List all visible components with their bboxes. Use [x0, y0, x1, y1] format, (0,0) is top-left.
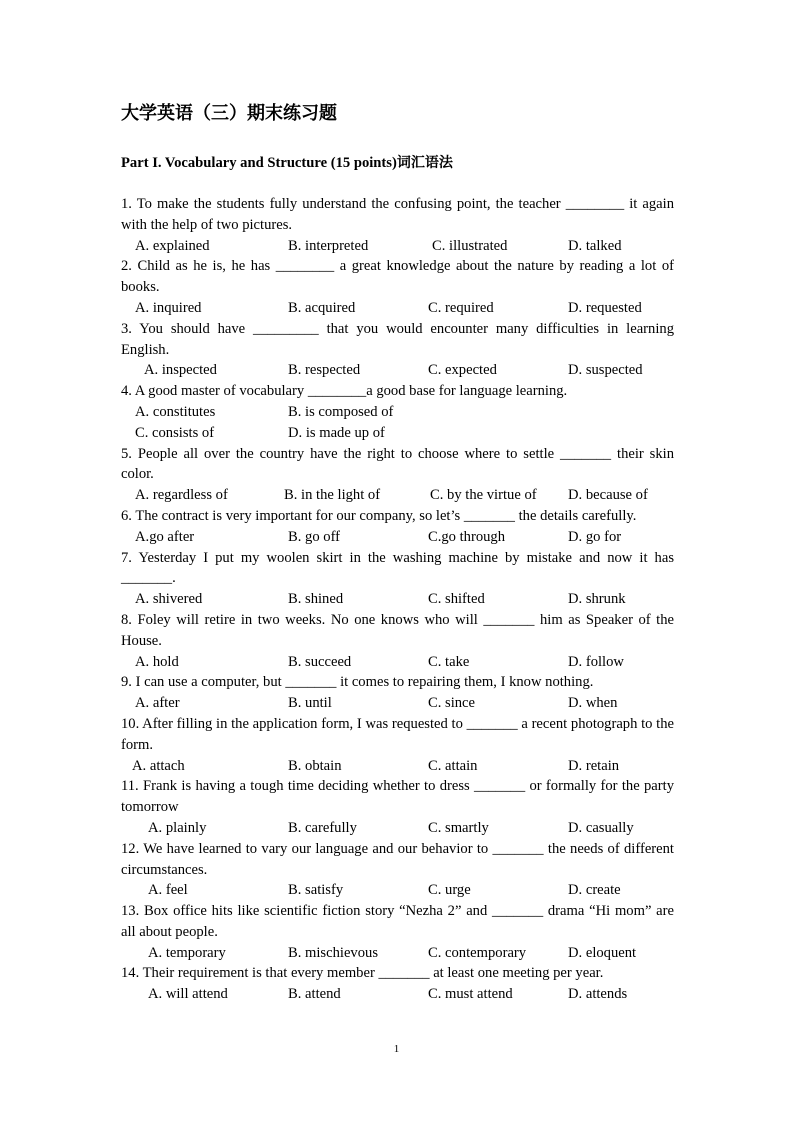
option-row — [121, 756, 674, 777]
question-list — [121, 194, 674, 1005]
option-a: A. constitutes — [135, 403, 216, 420]
option-c: C.go through — [428, 528, 506, 545]
option-d: D. follow — [568, 653, 624, 670]
option-b: B. respected — [288, 362, 361, 379]
question-text: 1. To make the students fully understand the confusing point, the teacher ________ it again with the help of two pictures. — [121, 196, 674, 233]
question-item — [121, 256, 674, 318]
option-b: B. until — [288, 695, 332, 712]
option-a: A. inquired — [135, 299, 202, 316]
option-row — [121, 402, 674, 423]
question-item — [121, 506, 674, 548]
part-heading-en: Part I. Vocabulary and Structure (15 points) — [121, 155, 397, 171]
option-row — [121, 527, 674, 548]
option-b: D. is made up of — [288, 424, 385, 441]
option-c: C. must attend — [428, 986, 513, 1003]
part-heading — [121, 152, 453, 172]
question-text: 13. Box office hits like scientific fiction story “Nezha 2” and _______ drama “Hi mom” are all about people. — [121, 903, 674, 940]
question-text: 11. Frank is having a tough time deciding whether to dress _______ or formally for the party tomorrow — [121, 778, 674, 816]
option-c: C. contemporary — [428, 944, 527, 961]
option-c: C. attain — [428, 757, 478, 774]
option-row — [121, 652, 674, 673]
option-a: A. inspected — [144, 362, 217, 379]
option-row — [121, 423, 674, 444]
option-d: D. create — [568, 882, 621, 899]
question-text: 6. The contract is very important for our company, so let’s _______ the details carefully. — [121, 507, 637, 524]
option-row — [121, 880, 674, 901]
option-b: B. is composed of — [288, 403, 394, 420]
option-b: B. satisfy — [288, 882, 344, 899]
option-a: A. regardless of — [135, 487, 228, 504]
option-b: B. acquired — [288, 299, 356, 316]
option-c: C. urge — [428, 882, 471, 899]
option-d: D. because of — [568, 487, 648, 504]
option-c: C. required — [428, 299, 494, 316]
question-item — [121, 839, 674, 901]
question-text: 14. Their requirement is that every member _______ at least one meeting per year. — [121, 965, 604, 982]
option-a: A.go after — [135, 528, 195, 545]
question-text: 9. I can use a computer, but _______ it comes to repairing them, I know nothing. — [121, 674, 594, 691]
option-d: D. retain — [568, 757, 620, 774]
option-c: C. by the virtue of — [430, 487, 537, 504]
option-row — [121, 984, 674, 1005]
option-a: A. temporary — [148, 944, 226, 961]
question-item — [121, 901, 674, 963]
option-c: C. take — [428, 653, 470, 670]
question-item — [121, 381, 674, 443]
question-text: 2. Child as he is, he has ________ a great knowledge about the nature by reading a lot of books. — [121, 258, 674, 296]
question-text: 10. After filling in the application form, I was requested to _______ a recent photograph to the form. — [121, 715, 674, 753]
question-item — [121, 610, 674, 672]
question-text: 3. You should have _________ that you would encounter many difficulties in learning English. — [121, 320, 674, 358]
option-d: D. when — [568, 695, 618, 712]
option-c: C. illustrated — [432, 237, 508, 254]
option-d: D. requested — [568, 299, 642, 316]
option-row — [121, 818, 674, 839]
option-row — [121, 360, 674, 381]
option-b: B. in the light of — [284, 487, 381, 504]
option-row — [121, 485, 674, 506]
question-item — [121, 672, 674, 714]
option-c: C. smartly — [428, 819, 489, 836]
option-b: B. carefully — [288, 819, 357, 836]
option-b: B. shined — [288, 591, 344, 608]
option-d: D. attends — [568, 986, 628, 1003]
option-d: D. casually — [568, 819, 634, 836]
question-item — [121, 963, 674, 1005]
question-item — [121, 548, 674, 610]
option-a: A. feel — [148, 882, 188, 899]
option-b: B. go off — [288, 528, 341, 545]
option-d: D. go for — [568, 528, 622, 545]
option-row — [121, 943, 674, 964]
option-a: A. shivered — [135, 591, 203, 608]
question-text: 5. People all over the country have the right to choose where to settle _______ their skin color. — [121, 445, 674, 483]
option-c: C. shifted — [428, 591, 485, 608]
option-a: C. consists of — [135, 424, 215, 441]
question-item — [121, 776, 674, 838]
question-item — [121, 714, 674, 776]
page-number: 1 — [393, 1043, 400, 1055]
question-text: 8. Foley will retire in two weeks. No one knows who will _______ him as Speaker of the House. — [121, 611, 674, 649]
option-a: A. hold — [135, 653, 179, 670]
option-a: A. after — [135, 695, 180, 712]
option-d: D. shrunk — [568, 591, 626, 608]
question-item — [121, 194, 674, 256]
question-text: 4. A good master of vocabulary ________a good base for language learning. — [121, 383, 568, 400]
question-text: 7. Yesterday I put my woolen skirt in the washing machine by mistake and now it has _______. — [121, 549, 674, 587]
option-a: A. will attend — [148, 986, 228, 1003]
option-c: C. since — [428, 695, 476, 712]
document-title: 大学英语（三）期末练习题 — [121, 103, 337, 124]
option-row — [121, 693, 674, 714]
option-c: C. expected — [428, 362, 497, 379]
option-row — [121, 298, 674, 319]
option-row — [121, 589, 674, 610]
part-heading-cn: 词汇语法 — [396, 155, 453, 171]
option-d: D. eloquent — [568, 944, 637, 961]
option-b: B. succeed — [288, 653, 352, 670]
option-a: A. explained — [135, 237, 210, 254]
option-d: D. talked — [568, 237, 622, 254]
option-row — [121, 236, 674, 257]
option-b: B. obtain — [288, 757, 342, 774]
question-item — [121, 319, 674, 381]
option-b: B. attend — [288, 986, 341, 1003]
option-b: B. interpreted — [288, 237, 369, 254]
option-a: A. plainly — [148, 819, 207, 836]
question-text: 12. We have learned to vary our language and our behavior to _______ the needs of different circumstances. — [121, 840, 674, 878]
question-item — [121, 444, 674, 506]
option-a: A. attach — [132, 757, 185, 774]
option-b: B. mischievous — [288, 944, 378, 961]
option-d: D. suspected — [568, 362, 643, 379]
